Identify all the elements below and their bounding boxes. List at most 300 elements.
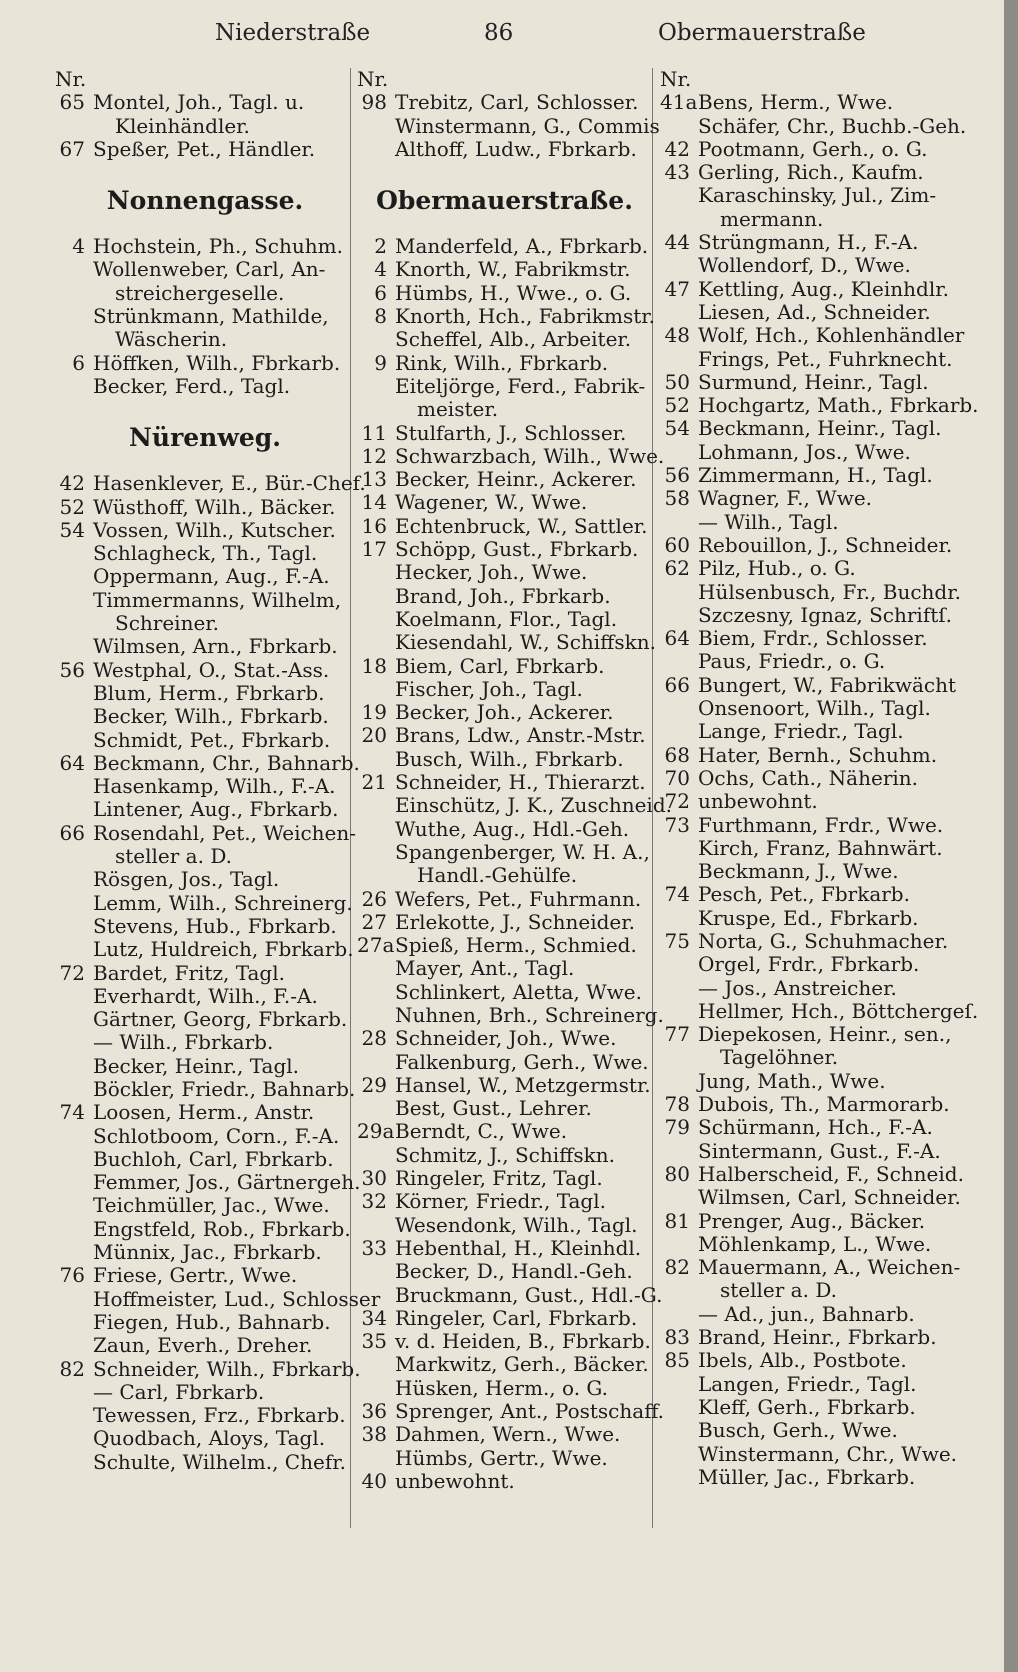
resident-entry [660, 1326, 960, 1349]
number-column-label: Nr. [660, 67, 692, 91]
resident-entry [357, 235, 652, 258]
resident-entry [660, 1210, 960, 1233]
resident-entry [660, 1443, 960, 1466]
resident-text: Böckler, Friedr., Bahnarb. [93, 1076, 356, 1101]
resident-entry [55, 1356, 361, 1381]
house-number [55, 775, 93, 798]
resident-entry [357, 1353, 652, 1376]
resident-entry [660, 790, 960, 813]
resident-text: Speßer, Pet., Händler. [93, 136, 316, 161]
resident-text: Kruspe, Ed., Fbrkarb. [698, 905, 919, 930]
house-number: 33 [361, 1235, 387, 1260]
house-number [357, 1353, 395, 1376]
resident-text: Beckmann, Chr., Bahnarb. [93, 750, 360, 775]
resident-entry [357, 1120, 652, 1143]
house-number: 4 [374, 257, 387, 282]
resident-entry [660, 1256, 960, 1279]
resident-entry [55, 822, 355, 845]
resident-entry [660, 301, 960, 324]
house-number: 62 [664, 556, 690, 581]
resident-text: Becker, Joh., Ackerer. [395, 700, 614, 725]
resident-text: Schmitz, J., Schiffskn. [395, 1142, 615, 1167]
house-number: 58 [664, 486, 690, 511]
resident-entry [357, 491, 652, 514]
resident-text: Lohmann, Jos., Wwe. [698, 439, 911, 464]
resident-entry [55, 1264, 355, 1287]
resident-entry [660, 417, 960, 440]
resident-entry [660, 907, 960, 930]
resident-text: Schmidt, Pet., Fbrkarb. [93, 727, 331, 752]
house-number: 80 [664, 1161, 690, 1186]
entry-continuation [357, 398, 652, 421]
house-number [357, 678, 395, 701]
resident-entry [55, 471, 366, 496]
page-number: 86 [484, 20, 514, 46]
resident-entry [357, 1074, 652, 1097]
resident-text: Wesendonk, Wilh., Tagl. [395, 1212, 638, 1237]
resident-text: Winstermann, G., Commis [395, 113, 660, 138]
resident-entry [660, 837, 960, 860]
house-number: 17 [361, 537, 387, 562]
house-number [55, 1427, 93, 1450]
resident-entry [357, 443, 665, 468]
house-number [55, 1125, 93, 1148]
house-number [357, 794, 395, 817]
resident-text: Becker, Wilh., Fbrkarb. [93, 704, 329, 729]
resident-text: Femmer, Jos., Gärtnergeh. [93, 1170, 361, 1195]
resident-entry [55, 589, 355, 612]
resident-text: Eiteljörge, Ferd., Fabrik- [395, 373, 646, 398]
house-number: 81 [664, 1208, 690, 1233]
resident-entry [357, 258, 652, 281]
resident-entry [660, 1349, 960, 1372]
resident-entry [660, 697, 960, 720]
resident-entry [357, 585, 652, 608]
house-number [55, 938, 93, 961]
house-number: 16 [361, 513, 387, 538]
resident-text: Beckmann, Heinr., Tagl. [698, 416, 942, 441]
resident-entry [55, 1125, 355, 1148]
house-number: 13 [361, 467, 387, 492]
resident-text: Schreiner. [115, 611, 220, 636]
resident-text: Tagelöhner. [720, 1045, 839, 1070]
house-number [660, 1140, 698, 1163]
resident-text: Winstermann, Chr., Wwe. [698, 1441, 958, 1466]
house-number: 26 [361, 886, 387, 911]
resident-text: Rebouillon, J., Schneider. [698, 532, 953, 557]
resident-entry [55, 868, 355, 891]
resident-entry [660, 278, 960, 301]
resident-text: Friese, Gertr., Wwe. [93, 1263, 298, 1288]
resident-text: Kleinhändler. [115, 113, 250, 138]
house-number [660, 441, 698, 464]
house-number [357, 585, 395, 608]
house-number: 82 [664, 1255, 690, 1280]
resident-text: Schöpp, Gust., Fbrkarb. [395, 537, 639, 562]
entry-continuation [55, 282, 355, 305]
house-number [55, 845, 93, 868]
house-number [660, 1443, 698, 1466]
resident-text: Loosen, Herm., Anstr. [93, 1100, 315, 1125]
resident-entry [55, 1194, 355, 1217]
resident-text: Busch, Wilh., Fbrkarb. [395, 746, 624, 771]
house-number: 27a [357, 933, 395, 958]
resident-entry [660, 91, 960, 114]
house-number: 18 [361, 653, 387, 678]
house-number: 66 [664, 672, 690, 697]
house-number [55, 589, 93, 612]
resident-entry [660, 1116, 960, 1139]
house-number: 54 [59, 517, 85, 542]
house-number [55, 1055, 93, 1078]
resident-text: Kleff, Gerh., Fbrkarb. [698, 1394, 916, 1419]
house-number: 29 [361, 1072, 387, 1097]
resident-entry [357, 655, 652, 678]
resident-entry [357, 375, 652, 398]
house-number [55, 1404, 93, 1427]
house-number: 85 [664, 1348, 690, 1373]
resident-text: Becker, Heinr., Tagl. [93, 1053, 300, 1078]
resident-text: Bens, Herm., Wwe. [698, 90, 894, 115]
resident-text: Falkenburg, Gerh., Wwe. [395, 1049, 649, 1074]
resident-text: Hoffmeister, Lud., Schlosser [93, 1286, 381, 1311]
resident-text: Schneider, H., Thierarzt. [395, 770, 646, 795]
resident-entry [660, 1161, 964, 1186]
house-number: 65 [59, 90, 85, 115]
house-number [357, 328, 395, 351]
resident-text: Spangenberger, W. H. A., [395, 839, 650, 864]
resident-entry [660, 977, 960, 1000]
resident-text: Best, Gust., Lehrer. [395, 1096, 592, 1121]
house-number: 52 [664, 393, 690, 418]
resident-text: streichergeselle. [115, 280, 285, 305]
house-number: 34 [361, 1305, 387, 1330]
house-number [660, 1070, 698, 1093]
resident-entry [357, 1307, 652, 1330]
resident-entry [357, 793, 672, 818]
resident-text: Rink, Wilh., Fbrkarb. [395, 350, 609, 375]
resident-text: Wollenweber, Carl, An- [93, 257, 326, 282]
house-number [660, 860, 698, 883]
resident-entry [660, 348, 960, 371]
resident-text: Norta, G., Schuhmacher. [698, 928, 949, 953]
resident-entry [660, 464, 960, 487]
house-number [55, 682, 93, 705]
column-2 [357, 67, 672, 1493]
resident-entry [55, 352, 355, 375]
house-number [660, 115, 698, 138]
house-number: 29a [357, 1119, 395, 1144]
resident-entry [660, 1373, 960, 1396]
resident-entry [357, 113, 660, 138]
resident-entry [660, 1186, 960, 1209]
resident-text: Brans, Ldw., Anstr.-Mstr. [395, 723, 646, 748]
resident-text: Handl.-Gehülfe. [417, 863, 578, 888]
house-number: 9 [374, 350, 387, 375]
resident-entry [357, 981, 652, 1004]
resident-entry [357, 1399, 665, 1424]
resident-text: Lemm, Wilh., Schreinerg. [93, 890, 353, 915]
resident-text: Dahmen, Wern., Wwe. [395, 1422, 621, 1447]
house-number: 98 [361, 90, 387, 115]
resident-entry [55, 705, 355, 728]
house-number: 35 [361, 1329, 387, 1354]
house-number [357, 631, 395, 654]
resident-text: — Wilh., Tagl. [698, 509, 839, 534]
house-number [660, 1279, 698, 1302]
resident-text: Orgel, Frdr., Fbrkarb. [698, 952, 920, 977]
house-number [55, 1334, 93, 1357]
house-number [357, 398, 395, 421]
resident-entry [357, 701, 652, 724]
resident-text: Tewessen, Frz., Fbrkarb. [93, 1403, 346, 1428]
resident-text: — Jos., Anstreicher. [698, 975, 897, 1000]
house-number: 8 [374, 304, 387, 329]
resident-text: Wollendorf, D., Wwe. [698, 253, 911, 278]
resident-entry [357, 771, 652, 794]
house-number: 82 [59, 1356, 85, 1381]
house-number: 21 [361, 770, 387, 795]
resident-text: Liesen, Ad., Schneider. [698, 299, 931, 324]
resident-entry [357, 138, 652, 161]
house-number: 42 [664, 136, 690, 161]
resident-text: Manderfeld, A., Fbrkarb. [395, 234, 649, 259]
resident-entry [660, 720, 960, 743]
house-number [55, 915, 93, 938]
house-number: 48 [664, 323, 690, 348]
resident-entry [357, 468, 652, 491]
resident-text: Zimmermann, H., Tagl. [698, 463, 933, 488]
resident-entry [55, 1404, 355, 1427]
house-number [660, 511, 698, 534]
resident-entry [660, 1070, 960, 1093]
resident-entry [660, 1093, 960, 1116]
entry-continuation [55, 328, 355, 351]
resident-entry [660, 511, 960, 534]
house-number: 19 [361, 700, 387, 725]
resident-text: Wagner, F., Wwe. [698, 486, 873, 511]
resident-text: Hochstein, Ph., Schuhm. [93, 234, 343, 259]
resident-entry [357, 748, 652, 771]
resident-text: Lutz, Huldreich, Fbrkarb. [93, 937, 354, 962]
resident-entry [357, 1051, 652, 1074]
resident-entry [55, 750, 360, 775]
house-number [55, 305, 93, 328]
house-number [660, 1233, 698, 1256]
resident-text: Pootmann, Gerh., o. G. [698, 136, 928, 161]
house-number [55, 1218, 93, 1241]
house-number [55, 115, 93, 138]
resident-entry [357, 561, 652, 584]
house-number [55, 892, 93, 915]
resident-entry [660, 161, 960, 184]
resident-text: Hecker, Joh., Wwe. [395, 560, 588, 585]
resident-text: Fischer, Joh., Tagl. [395, 676, 583, 701]
resident-text: Stulfarth, J., Schlosser. [395, 420, 627, 445]
resident-text: Teichmüller, Jac., Wwe. [93, 1193, 330, 1218]
resident-entry [55, 1008, 355, 1031]
house-number [357, 864, 395, 887]
house-number [660, 837, 698, 860]
house-number [357, 1260, 395, 1283]
resident-text: Jung, Math., Wwe. [698, 1068, 886, 1093]
resident-entry [357, 1167, 652, 1190]
resident-entry [357, 630, 657, 655]
house-number [357, 1377, 395, 1400]
resident-text: Althoff, Ludw., Fbrkarb. [395, 136, 637, 161]
resident-text: Hasenkamp, Wilh., F.-A. [93, 774, 336, 799]
resident-text: Brand, Heinr., Fbrkarb. [698, 1325, 937, 1350]
resident-text: — Carl, Fbrkarb. [93, 1379, 265, 1404]
resident-entry [660, 231, 960, 254]
resident-text: Diepekosen, Heinr., sen., [698, 1022, 952, 1047]
resident-text: Hüsken, Herm., o. G. [395, 1375, 609, 1400]
house-number: 32 [361, 1189, 387, 1214]
resident-entry [660, 627, 960, 650]
resident-entry [357, 422, 652, 445]
resident-text: Hasenklever, E., Bür.-Chef. [93, 471, 366, 496]
street-heading: Obermauerstraße. [376, 186, 633, 216]
resident-entry [660, 1396, 960, 1419]
resident-entry [660, 883, 960, 906]
street-heading: Nürenweg. [129, 423, 281, 453]
resident-entry [55, 1451, 355, 1474]
resident-entry [357, 1330, 652, 1353]
resident-entry [660, 557, 960, 580]
house-number [357, 748, 395, 771]
resident-entry [55, 496, 355, 519]
house-number [660, 1186, 698, 1209]
resident-text: Hansel, W., Metzgermstr. [395, 1072, 651, 1097]
house-number [55, 1148, 93, 1171]
resident-entry [55, 1381, 355, 1404]
resident-entry [357, 538, 652, 561]
resident-text: Ringeler, Fritz, Tagl. [395, 1166, 603, 1191]
resident-entry [55, 542, 355, 565]
resident-text: Wilmsen, Carl, Schneider. [698, 1185, 961, 1210]
resident-text: Strünkmann, Mathilde, [93, 304, 329, 329]
resident-text: Pilz, Hub., o. G. [698, 556, 856, 581]
resident-text: Engstfeld, Rob., Fbrkarb. [93, 1216, 351, 1241]
house-number: 72 [59, 960, 85, 985]
resident-text: Paus, Friedr., o. G. [698, 649, 886, 674]
resident-entry [660, 1303, 960, 1326]
resident-entry [55, 91, 355, 114]
resident-text: Onsenoort, Wilh., Tagl. [698, 696, 931, 721]
resident-text: Wüsthoff, Wilh., Bäcker. [93, 494, 336, 519]
house-number: 44 [664, 230, 690, 255]
resident-entry [357, 934, 652, 957]
resident-text: Lintener, Aug., Fbrkarb. [93, 797, 339, 822]
resident-text: Schäfer, Chr., Buchb.-Geh. [698, 113, 967, 138]
house-number: 38 [361, 1422, 387, 1447]
resident-entry [357, 515, 652, 538]
resident-entry [55, 1101, 355, 1124]
resident-text: Scheffel, Alb., Arbeiter. [395, 327, 632, 352]
house-number: 76 [59, 1263, 85, 1288]
resident-text: Hebenthal, H., Kleinhdl. [395, 1235, 642, 1260]
resident-text: Wagener, W., Wwe. [395, 490, 588, 515]
house-number [357, 1284, 395, 1307]
resident-entry [357, 282, 652, 305]
resident-entry [357, 1237, 652, 1260]
number-column-label: Nr. [357, 67, 389, 91]
resident-entry [660, 393, 979, 418]
resident-text: Gerling, Rich., Kaufm. [698, 160, 924, 185]
resident-text: Bruckmann, Gust., Hdl.-G. [395, 1282, 663, 1307]
house-number [660, 348, 698, 371]
house-number [55, 1381, 93, 1404]
resident-text: Wolf, Hch., Kohlenhändler [698, 323, 965, 348]
entry-continuation [660, 1046, 960, 1069]
house-number [357, 375, 395, 398]
resident-entry [357, 1447, 652, 1470]
resident-entry [660, 814, 960, 837]
resident-entry [660, 650, 960, 673]
resident-text: Lange, Friedr., Tagl. [698, 719, 904, 744]
resident-entry [55, 682, 355, 705]
resident-text: Szczesny, Ignaz, Schriftſ. [698, 602, 953, 627]
resident-entry [55, 235, 355, 258]
resident-entry [660, 767, 960, 790]
house-number: 54 [664, 416, 690, 441]
resident-entry [55, 659, 355, 682]
house-number [660, 1373, 698, 1396]
house-number [660, 650, 698, 673]
resident-entry [55, 1218, 355, 1241]
resident-text: Trebitz, Carl, Schlosser. [395, 90, 639, 115]
resident-text: Echtenbruck, W., Sattler. [395, 513, 648, 538]
house-number: 67 [59, 136, 85, 161]
resident-text: Westphal, O., Stat.-Ass. [93, 657, 330, 682]
resident-entry [55, 375, 355, 398]
house-number: 68 [664, 742, 690, 767]
house-number: 52 [59, 494, 85, 519]
resident-text: Sprenger, Ant., Postschaff. [395, 1399, 665, 1424]
resident-entry [660, 674, 960, 697]
resident-text: Einschütz, J. K., Zuschneid. [395, 793, 672, 818]
resident-entry [55, 1334, 355, 1357]
resident-entry [660, 487, 960, 510]
house-number [357, 1097, 395, 1120]
resident-entry [55, 305, 355, 328]
house-number [55, 635, 93, 658]
resident-text: Buchloh, Carl, Fbrkarb. [93, 1146, 334, 1171]
resident-text: Strüngmann, H., F.-A. [698, 230, 919, 255]
resident-text: Dubois, Th., Marmorarb. [698, 1092, 950, 1117]
resident-entry [55, 565, 355, 588]
resident-entry [55, 258, 355, 281]
resident-text: Schlotboom, Corn., F.-A. [93, 1123, 340, 1148]
resident-text: Halberscheid, F., Schneid. [698, 1161, 964, 1186]
resident-entry [357, 818, 652, 841]
resident-text: Ringeler, Carl, Fbrkarb. [395, 1305, 638, 1330]
house-number [357, 957, 395, 980]
house-number [55, 798, 93, 821]
resident-entry [55, 962, 355, 985]
resident-text: Brand, Joh., Fbrkarb. [395, 583, 611, 608]
house-number [660, 1396, 698, 1419]
resident-entry [660, 744, 960, 767]
resident-text: Erlekotte, J., Schneider. [395, 909, 635, 934]
resident-text: Blum, Herm., Fbrkarb. [93, 680, 325, 705]
house-number [357, 1214, 395, 1237]
resident-entry [660, 254, 960, 277]
resident-text: Schlagheck, Th., Tagl. [93, 541, 318, 566]
resident-entry [357, 328, 652, 351]
resident-text: Ochs, Cath., Näherin. [698, 765, 919, 790]
resident-text: Sintermann, Gust., F.-A. [698, 1138, 941, 1163]
